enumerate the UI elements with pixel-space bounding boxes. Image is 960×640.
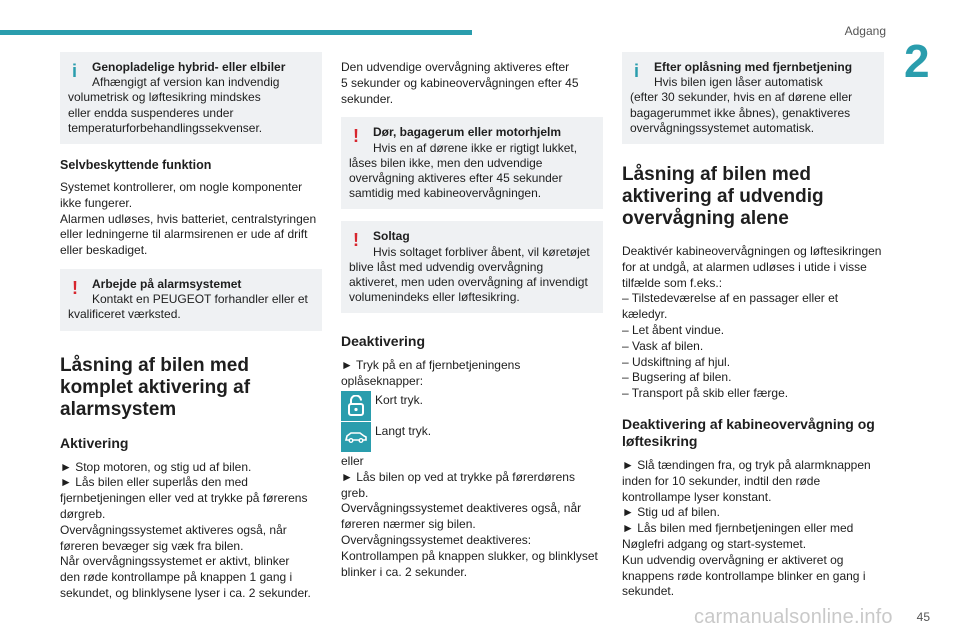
car-icon xyxy=(341,422,371,452)
text-line: Kun udvendig overvågning er aktiveret og xyxy=(622,552,844,567)
warning-box-line: låses bilen ikke, men den udvendige xyxy=(349,155,543,170)
text-line: oplåseknapper: xyxy=(341,374,424,389)
warning-box-title: Soltag xyxy=(373,229,410,244)
text-line: sekundet. xyxy=(622,584,675,599)
activation-text xyxy=(60,460,322,602)
text-line: Nøglefri adgang og start-systemet. xyxy=(622,536,807,551)
warning-icon: ! xyxy=(72,278,78,298)
page-number: 45 xyxy=(916,610,930,624)
text-line: Når overvågningssystemet er aktivt, blinker xyxy=(60,554,290,569)
intro-text xyxy=(341,60,603,107)
warning-icon: ! xyxy=(353,126,359,147)
text-line: – Transport på skib eller færge. xyxy=(622,386,789,401)
text-line: knappens røde kontrollampe blinker en gang i xyxy=(622,568,866,583)
short-press-row xyxy=(341,391,603,421)
footer-watermark: carmanualsonline.info xyxy=(694,606,893,628)
text-line: ► Lås bilen eller superlås den med xyxy=(60,475,248,490)
text-line: fjernbetjeningen eller ved at trykke på førerens xyxy=(60,491,308,506)
header-accent-bar xyxy=(0,30,472,35)
info-box-line: bagagerummet ikke åbnes), genaktiveres xyxy=(630,105,851,120)
text-line: Overvågningssystemet aktiveres også, når xyxy=(60,522,287,537)
info-box-title: Genopladelige hybrid- eller elbiler xyxy=(92,60,286,74)
text-line: føreren bevæger sig væk fra bilen. xyxy=(60,538,244,553)
info-box-line: Afhængigt af version kan indvendig xyxy=(92,75,280,90)
text-line: Overvågningssystemet deaktiveres også, når xyxy=(341,501,582,516)
text-line: eller beskadiget. xyxy=(60,243,148,258)
info-box-line: temperaturforbehandlingssekvenser. xyxy=(68,120,263,135)
exterior-text xyxy=(622,244,884,402)
deactivate-cabin-text xyxy=(622,458,884,600)
text-line: ► Tryk på en af fjernbetjeningens xyxy=(341,358,521,373)
self-protect-title: Selvbeskyttende funktion xyxy=(60,158,212,173)
warning-box-alarm-work xyxy=(60,269,322,331)
text-line: dørgreb. xyxy=(60,507,106,521)
info-box-title: Efter oplåsning med fjernbetjening xyxy=(654,60,853,74)
text-line: Deaktivér kabineovervågningen og løftesikringen xyxy=(622,244,882,259)
text-line: blinker i ca. 2 sekunder. xyxy=(341,564,468,579)
text-line: for at undgå, at alarmen udløses i utide i visse xyxy=(622,259,867,274)
long-press-label: Langt tryk. xyxy=(375,424,432,439)
warning-box-doors xyxy=(341,117,603,209)
long-press-row xyxy=(341,422,603,452)
text-line: ► Stop motoren, og stig ud af bilen. xyxy=(60,459,252,474)
text-line: sekunder. xyxy=(341,91,394,106)
warning-icon: ! xyxy=(353,230,359,251)
warning-box-title: Arbejde på alarmsystemet xyxy=(92,277,242,291)
heading-full-alarm: Låsning af bilen med komplet aktivering af alarmsystem xyxy=(60,354,251,420)
text-line: eller xyxy=(341,454,364,469)
info-box-after-unlock xyxy=(622,52,884,144)
text-line: greb. xyxy=(341,485,369,500)
info-icon: i xyxy=(72,61,78,81)
column-1 xyxy=(60,52,322,612)
column-2 xyxy=(341,52,603,590)
text-line: ikke fungerer. xyxy=(60,195,133,210)
text-line: ► Stig ud af bilen. xyxy=(622,505,720,520)
text-line: Kontrollampen på knappen slukker, og blinklyset xyxy=(341,548,598,563)
info-box-line: eller endda suspenderes under xyxy=(68,105,234,120)
warning-box-line: Kontakt en PEUGEOT forhandler eller et xyxy=(92,292,308,307)
warning-box-line: Hvis soltaget forbliver åbent, vil køretøjet xyxy=(373,244,590,259)
info-icon: i xyxy=(634,61,640,81)
warning-box-line: aktiveret, men uden overvågning af invendigt xyxy=(349,275,588,290)
text-line: føreren nærmer sig bilen. xyxy=(341,517,476,532)
text-line: kæledyr. xyxy=(622,307,668,322)
warning-box-line: kvalificeret værksted. xyxy=(68,307,181,322)
chapter-number: 2 xyxy=(904,35,930,87)
info-box-line: volumetrisk og løftesikring mindskes xyxy=(68,90,261,105)
text-line: – Udskiftning af hjul. xyxy=(622,354,731,369)
warning-box-sunroof xyxy=(341,221,603,313)
section-name: Adgang xyxy=(844,24,886,38)
text-line: inden for 10 sekunder, indtil den røde xyxy=(622,473,821,488)
column-3 xyxy=(622,52,884,610)
text-line: Systemet kontrollerer, om nogle komponenter xyxy=(60,180,303,195)
text-line: – Bugsering af bilen. xyxy=(622,370,732,385)
info-box-line: overvågningssystemet automatisk. xyxy=(630,120,815,135)
after-text xyxy=(341,454,603,580)
info-box-hybrid xyxy=(60,52,322,144)
text-line: eller ledningerne til alarmsirenen er ude af drift xyxy=(60,227,308,242)
warning-box-title: Dør, bagagerum eller motorhjelm xyxy=(373,125,562,140)
text-line: – Let åbent vindue. xyxy=(622,323,725,337)
text-line: ► Lås bilen op ved at trykke på førerdørens xyxy=(341,469,575,484)
warning-box-line: volumenindeks eller løftesikring. xyxy=(349,290,520,305)
deactivation-title: Deaktivering xyxy=(341,333,426,350)
deactivation-text xyxy=(341,358,603,390)
warning-box-line: overvågning aktiveres efter 45 sekunder xyxy=(349,171,563,185)
text-line: Den udvendige overvågning aktiveres efter xyxy=(341,60,570,74)
warning-box-line: samtidig med kabineovervågningen. xyxy=(349,186,542,201)
short-press-label: Kort tryk. xyxy=(375,393,424,408)
text-line: ► Slå tændingen fra, og tryk på alarmknappen xyxy=(622,457,871,472)
text-line: sekundet, og blinklysene lyser i ca. 2 sekunder. xyxy=(60,585,311,600)
info-box-line: (efter 30 sekunder, hvis en af dørene eller xyxy=(630,90,853,105)
text-line: ► Lås bilen med fjernbetjeningen eller med xyxy=(622,521,854,536)
warning-box-line: Hvis en af dørene ikke er rigtigt lukket, xyxy=(373,140,578,155)
activation-title: Aktivering xyxy=(60,434,129,451)
info-box-line: Hvis bilen igen låser automatisk xyxy=(654,75,823,90)
heading-exterior-only: Låsning af bilen med aktivering af udvendig overvågning alene xyxy=(622,164,824,230)
padlock-open-icon xyxy=(341,391,371,421)
text-line: Overvågningssystemet deaktiveres: xyxy=(341,533,532,547)
warning-box-line: blive låst med udvendig overvågning xyxy=(349,259,544,274)
self-protect-text xyxy=(60,180,322,259)
text-line: 5 sekunder og kabineovervågningen efter 45 xyxy=(341,75,579,90)
text-line: den røde kontrollampe på knappen 1 gang i xyxy=(60,570,293,585)
text-line: tilfælde som f.eks.: xyxy=(622,275,723,290)
text-line: kontrollampe lyser konstant. xyxy=(622,489,772,504)
subheading-deactivate-cabin: Deaktivering af kabineovervågning og løftesikring xyxy=(622,415,875,449)
text-line: Alarmen udløses, hvis batteriet, centralstyringen xyxy=(60,211,317,226)
text-line: – Tilstedeværelse af en passager eller et xyxy=(622,291,839,306)
text-line: – Vask af bilen. xyxy=(622,338,704,353)
